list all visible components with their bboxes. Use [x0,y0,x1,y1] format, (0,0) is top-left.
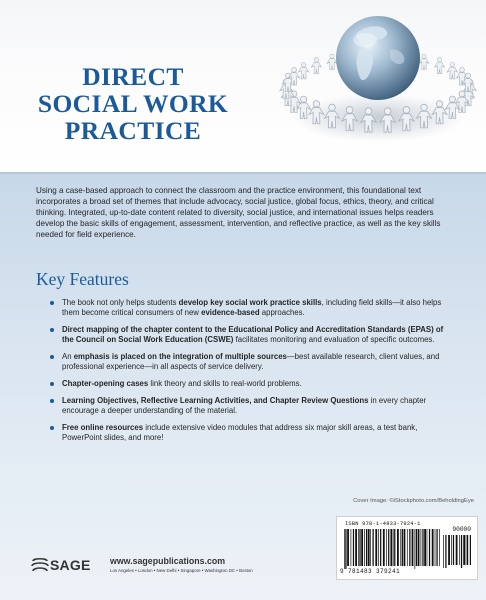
bullet-icon [50,301,54,305]
paper-person-figure [298,62,309,79]
price-code: 90000 [452,526,471,533]
price-barcode-bars [443,535,471,568]
key-features-list [50,298,450,450]
paper-person-figure [435,58,445,74]
publisher-name: SAGE [50,557,91,573]
key-features-heading: Key Features [36,269,129,289]
book-title-line-2: SOCIAL WORK [37,89,229,119]
bullet-icon [50,328,54,332]
publisher-url[interactable]: www.sagepublications.com [110,556,226,566]
paper-person-figure [447,62,458,79]
feature-item: Direct mapping of the chapter content to the Educational Policy and Accreditation Standards (EPAS) of the Council on Social Work Education (CSWE) facilitates monitoring and evaluation of specific outcomes. [50,325,450,346]
bullet-icon [50,399,54,403]
bullet-icon [50,355,54,359]
feature-item: An emphasis is placed on the integration of multiple sources—best available research, client values, and professional experience—in all aspects of service delivery. [50,352,450,373]
paper-person-figure [419,54,429,69]
barcode-digits: 9 781483 379241 [340,568,401,575]
globe-with-people-image [262,0,486,172]
cover-header [0,0,486,172]
bullet-icon [50,382,54,386]
paper-person-figure [311,58,321,74]
sage-logo-icon [30,557,50,575]
book-title [18,63,248,144]
barcode-bars [344,529,440,569]
isbn-barcode [336,516,478,580]
intro-paragraph: Using a case-based approach to connect the classroom and the practice environment, this foundational text incorporates a broad set of themes that include advocacy, social justice, global focus, ethics, theory, and critical thinking. Integrated, up-to-date content related to diversity, social justice, and international issues helps readers develop the basic skills of engagement, assessment, intervention, and reflective practice, as well as the key skills needed for field experience. [36,186,441,239]
paper-person-figure [327,54,337,69]
feature-item: The book not only helps students develop key social work practice skills, including field skills—it also helps them become critical consumers of new evidence-based approaches. [50,298,450,319]
feature-item: Chapter-opening cases link theory and skills to real-world problems. [50,379,450,389]
publisher-cities: Los Angeles • London • New Delhi • Singapore • Washington DC • Boston [110,568,253,573]
feature-item: Free online resources include extensive video modules that address six major skill areas, a test bank, PowerPoint slides, and more! [50,423,450,444]
cover-image-credit: Cover Image: ©iStockphoto.com/BeholdingEye [353,498,474,504]
isbn-text: ISBN 978-1-4833-7924-1 [345,521,421,527]
book-title-line-3: PRACTICE [64,116,202,146]
bullet-icon [50,426,54,430]
feature-item: Learning Objectives, Reflective Learning Activities, and Chapter Review Questions in every chapter encourage a deeper understanding of the material. [50,396,450,417]
book-title-line-1: DIRECT [82,62,184,92]
